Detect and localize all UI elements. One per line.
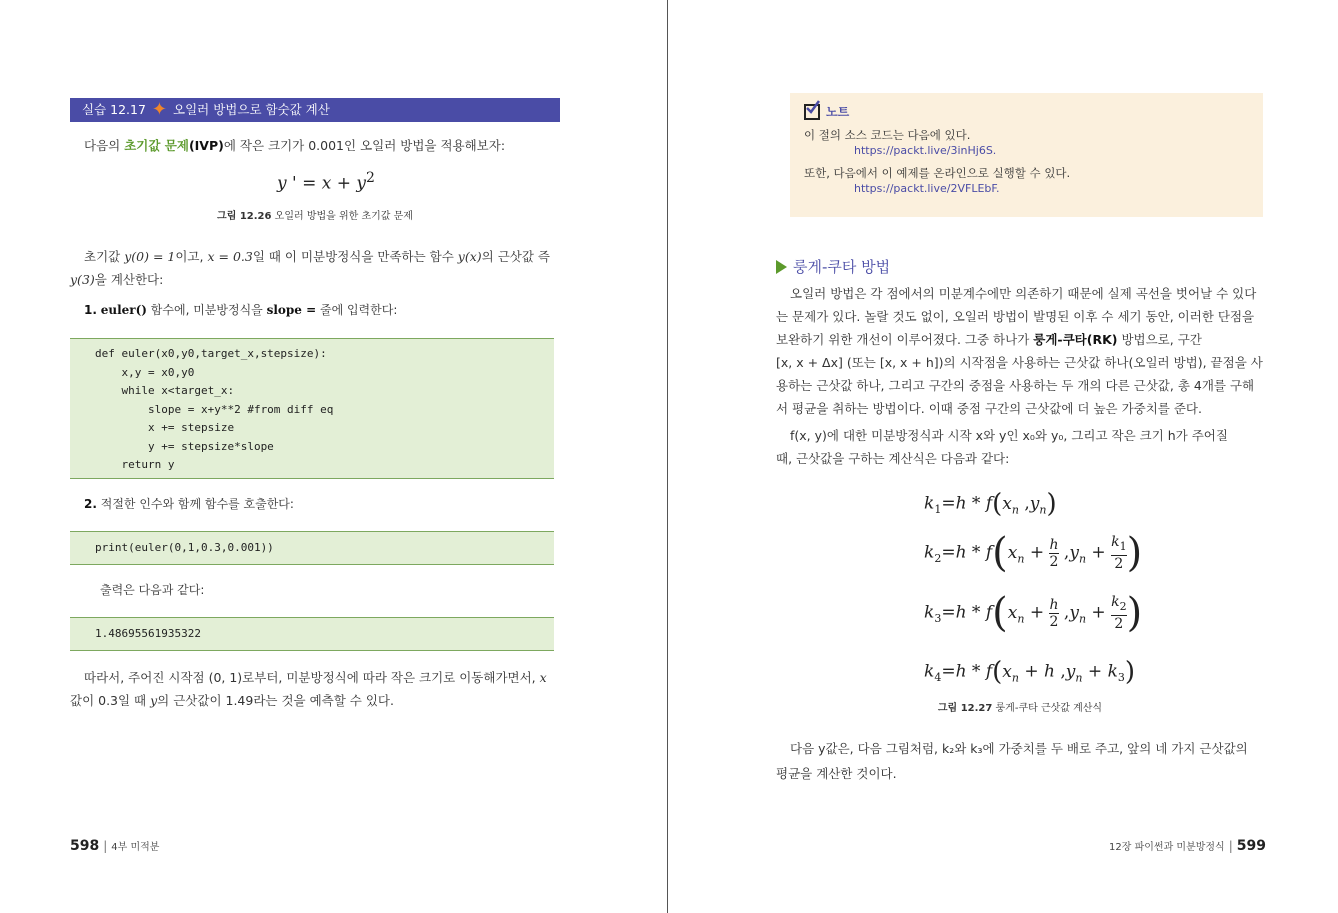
step-1: 1. euler() 함수에, 미분방정식을 slope = 줄에 입력한다: xyxy=(84,303,398,317)
code-line: def euler(x0,y0,target_x,stepsize): xyxy=(95,347,327,360)
lab-header xyxy=(70,98,560,122)
code-block-call: print(euler(0,1,0.3,0.001)) xyxy=(70,531,554,565)
right-page xyxy=(669,0,1338,913)
note-line-1: 이 절의 소스 코드는 다음에 있다. xyxy=(804,128,971,142)
note-box xyxy=(790,93,1263,217)
chapter-label: 12장 파이썬과 미분방정식 xyxy=(1109,842,1225,853)
code-line: return y xyxy=(95,458,175,471)
note-link-2[interactable]: https://packt.live/2VFLEbF. xyxy=(854,182,1000,195)
rk-paragraph: 오일러 방법은 각 점에서의 미분계수에만 의존하기 때문에 실제 곡선을 벗어날 수 있다 는 문제가 있다. 놀랄 것도 없이, 오일러 방법이 발명된 이후 수 세기 동안, 이러한 단점을 보완하기 위한 개선이 이루어졌다. 그중 하나가 룽게-쿠타(RK) 방법으로, 구간 [x, x + Δx] (또는 [x, x + h])의 시작점을 사용하는 근삿값 하나(오일러 방법), 끝점을 사 용하는 근삿값 하나, 그리고 구간의 중점을 사용하는 두 개의 다른 근삿값, 총 4개를 구해 서 평균을 취하는 방법이다. 이때 중점 구간의 근삿값에 더 높은 가중치를 준다. xyxy=(776,286,1263,416)
formula-intro-paragraph: f(x, y)에 대한 미분방정식과 시작 x와 y인 x₀와 y₀, 그리고 작은 크기 h가 주어질 때, 근삿값을 구하는 계산식은 다음과 같다: xyxy=(776,428,1228,466)
code-line: y += stepsize*slope xyxy=(95,439,274,453)
note-header xyxy=(804,103,1249,120)
step-2: 2. 적절한 인수와 함께 함수를 호출한다: xyxy=(84,497,294,511)
code-block-euler xyxy=(70,338,554,479)
lab-number: 실습 12.17 xyxy=(82,102,146,117)
formula-k4: $k_4=h * f(x_n + h$ $,y_n + k_3$) xyxy=(924,657,1136,687)
page-number: 599 xyxy=(1236,838,1266,854)
left-footer: 598 | 4부 미적분 xyxy=(70,838,160,854)
code-line: x,y = x0,y0 xyxy=(95,365,195,379)
section-heading xyxy=(776,256,890,277)
weighted-average-paragraph: 다음 y값은, 다음 그림처럼, k₂와 k₃에 가중치를 두 배로 주고, 앞의 네 가지 근삿값의 평균을 계산한 것이다. xyxy=(776,741,1248,781)
part-label: 4부 미적분 xyxy=(111,842,160,853)
code-line: x += stepsize xyxy=(95,421,235,434)
figure-caption-1226: 그림 12.26 오일러 방법을 위한 초기값 문제 xyxy=(217,211,413,222)
code-line: slope = x+y**2 #from diff eq xyxy=(95,402,334,416)
code-line: while x<target_x: xyxy=(95,384,235,397)
note-line-2: 또한, 다음에서 이 예제를 온라인으로 실행할 수 있다. xyxy=(804,166,1071,180)
triangle-icon xyxy=(776,260,787,274)
section-title: 룽게-쿠타 방법 xyxy=(793,258,891,276)
checkbox-icon xyxy=(804,104,820,120)
lab-title: 오일러 방법으로 함숫값 계산 xyxy=(173,102,330,117)
star-icon: ✦ xyxy=(151,99,168,120)
intro-paragraph: 다음의 초기값 문제(IVP)에 작은 크기가 0.001인 오일러 방법을 적용해보자: xyxy=(84,138,506,153)
ivp-highlight: 초기값 문제 xyxy=(124,138,189,153)
equation-ivp: y ' = $x + y^2$ xyxy=(277,170,375,194)
book-spine xyxy=(667,0,668,913)
left-page xyxy=(0,0,667,913)
formula-k3: $k_3=h * f(x_n$ + h 2 $,y_n$ + $k_2$ 2) xyxy=(924,590,1143,636)
note-link-1[interactable]: https://packt.live/3inHj6S. xyxy=(854,144,997,157)
conclusion-paragraph: 따라서, 주어진 시작점 (0, 1)로부터, 미분방정식에 따라 작은 크기로 이동해가면서, x 값이 0.3일 때 y의 근삿값이 1.49라는 것을 예측할 수 있다. xyxy=(70,670,547,708)
figure-caption-1227: 그림 12.27 룽게-쿠타 근삿값 계산식 xyxy=(937,703,1103,714)
formula-k2: $k_2=h * f(x_n$ + h 2 $,y_n$ + $k_1$ 2) xyxy=(924,530,1143,576)
right-footer: 12장 파이썬과 미분방정식 | 599 xyxy=(1109,838,1266,854)
note-title: 노트 xyxy=(826,105,850,119)
page-number: 598 xyxy=(70,838,100,854)
output-intro: 출력은 다음과 같다: xyxy=(100,583,205,597)
formula-k1: $k_1=h * f(x_n$ $,y_n$) xyxy=(924,489,1057,519)
initial-value-paragraph: 초기값 y(0) = 1이고, x = 0.3일 때 이 미분방정식을 만족하는 함수 y(x)의 근삿값 즉 y(3)을 계산한다: xyxy=(70,249,550,287)
code-block-output: 1.48695561935322 xyxy=(70,617,554,651)
